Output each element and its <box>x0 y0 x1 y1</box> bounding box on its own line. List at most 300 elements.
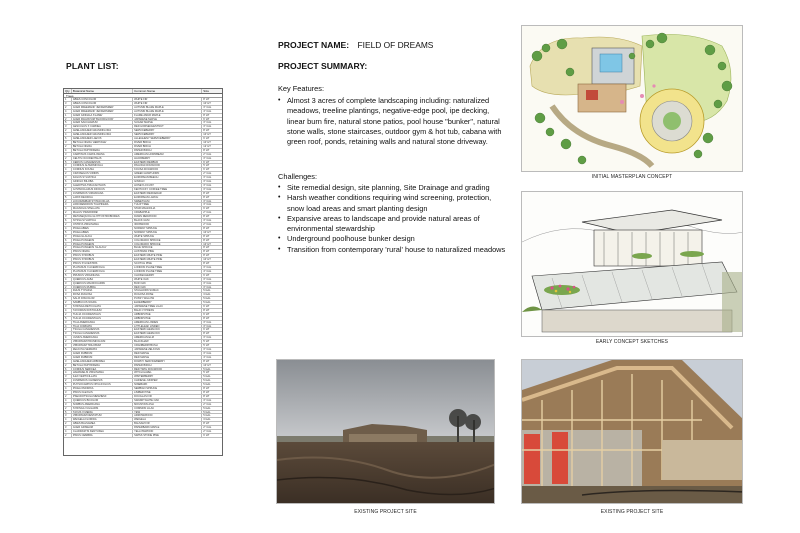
plant-botanical-name: PSEUDOTSUGA MENZIESII <box>72 395 133 398</box>
plant-size: 3" CAL <box>203 351 212 355</box>
plant-qty: 5 <box>64 231 72 234</box>
plant-botanical-name: ACER FREEMANII 'JEFFERSRED' <box>72 110 133 113</box>
plant-size: 5 GAL <box>203 367 211 371</box>
plant-botanical-name: ZELKOVA SERRATA <box>72 348 133 351</box>
plant-qty: 3 <box>64 254 72 257</box>
plant-qty: 4 <box>64 110 72 113</box>
plant-common-name: RED MAPLE <box>133 352 202 355</box>
plant-qty: 4 <box>64 258 72 261</box>
plant-common-name: TULIP TREE <box>133 203 202 206</box>
plant-botanical-name: TAXODIUM DISTICHUM <box>72 309 133 312</box>
plant-botanical-name: QUERCUS ALBA <box>72 278 133 281</box>
plant-size: 3" CAL <box>203 277 212 281</box>
plant-botanical-name: PICEA ABIES <box>72 231 133 234</box>
plant-botanical-name: CELTIS OCCIDENTALIS <box>72 157 133 160</box>
plant-botanical-name: ACER PALMATUM 'BLOODGOOD' <box>72 118 133 121</box>
plant-botanical-name: AESCULUS X CARNEA <box>72 125 133 128</box>
plant-common-name: SERBIAN SPRUCE <box>133 387 202 390</box>
plant-botanical-name: LIRIODENDRON TULIPIFERA <box>72 203 133 206</box>
plant-qty: 3 <box>64 235 72 238</box>
plant-size: 6' HT <box>203 168 210 172</box>
plant-list-title: PLANT LIST: <box>66 61 119 71</box>
plant-size: 4" CAL <box>203 109 212 113</box>
plant-common-name: WHITE SPRUCE <box>133 235 202 238</box>
bullet-icon: • <box>278 184 281 191</box>
plant-size: 5' HT <box>203 344 210 347</box>
plant-common-name: WHITE FIR <box>133 102 202 105</box>
plant-common-name: AMERICAN HORNBEAM <box>133 153 202 156</box>
plant-size: 5 GAL <box>203 297 211 301</box>
plant-size: 8' HT <box>203 148 210 152</box>
plant-botanical-name: PHYSOCARPUS OPULIFOLIUS <box>72 383 133 386</box>
plant-size: 8' HT <box>203 394 210 398</box>
plant-qty: 3 <box>64 293 72 296</box>
plant-size: 8' HT <box>203 215 210 219</box>
existing-site-photo-2 <box>521 359 743 504</box>
plant-botanical-name: TSUGA CANADENSIS <box>72 328 133 331</box>
plant-botanical-name: TAXUS X MEDIA <box>72 411 133 414</box>
plant-common-name: HONEYLOCUST <box>133 184 202 187</box>
plant-botanical-name: PICEA GLAUCA <box>72 235 133 238</box>
plant-size: 3" CAL <box>203 285 212 289</box>
plant-size: 8' HT <box>203 246 210 250</box>
plant-qty: 6 <box>64 219 72 222</box>
plant-botanical-name: PICEA PUNGENS 'GLAUCA' <box>72 246 133 249</box>
masterplan-caption: INITIAL MASTERPLAN CONCEPT <box>591 174 673 180</box>
plant-botanical-name: BETULA PAPYRIFERA <box>72 364 133 367</box>
plant-size: 2" CAL <box>203 430 212 433</box>
plant-botanical-name: SYRINGA RETICULATA <box>72 305 133 308</box>
plant-size: 8' HT <box>203 262 210 265</box>
plant-common-name: WHITE FIR <box>133 98 202 101</box>
plant-common-name: BLACKHAW <box>133 340 202 343</box>
plant-qty: 3 <box>64 203 72 206</box>
plant-qty: 4 <box>64 188 72 191</box>
plant-botanical-name: CRATAEGUS VIRIDIS <box>72 172 133 175</box>
plant-botanical-name: MAGNOLIA STELLATA <box>72 207 133 210</box>
plant-row <box>64 434 222 438</box>
plant-qty: 6 <box>64 297 72 300</box>
plant-common-name: AUSTRIAN PINE <box>133 250 202 253</box>
project-name-label: PROJECT NAME: <box>278 40 350 50</box>
plant-size: 3" CAL <box>203 398 212 402</box>
plant-common-name: STAR MAGNOLIA <box>133 207 202 210</box>
plant-botanical-name: QUERCUS MACROCARPA <box>72 282 133 285</box>
plant-size: 3" CAL <box>203 125 212 129</box>
plant-common-name: NORWAY SPRUCE <box>133 227 202 230</box>
plant-qty: 4 <box>64 325 72 328</box>
plant-qty: 2 <box>64 301 72 304</box>
plant-botanical-name: HAMAMELIS VIRGINIANA <box>72 371 133 374</box>
plant-size: 10' HT <box>203 363 211 367</box>
plant-size: 4" CAL <box>203 355 212 359</box>
plant-size: 5 GAL <box>203 379 211 383</box>
plant-qty: 4 <box>64 207 72 210</box>
plant-botanical-name: TILIA CORDATA <box>72 325 133 328</box>
plant-botanical-name: THUJA OCCIDENTALIS <box>72 313 133 316</box>
plant-common-name: SWISS STONE PINE <box>133 434 202 437</box>
plant-size: 10' HT <box>203 101 211 105</box>
plant-size: 10' HT <box>203 140 211 144</box>
plant-common-name: KENTUCKY COFFEE TREE <box>133 188 202 191</box>
plant-qty: 2 <box>64 262 72 265</box>
plant-common-name: HACKBERRY <box>133 157 202 160</box>
plant-common-name: RED OAK <box>133 286 202 289</box>
plant-qty: 2 <box>64 286 72 289</box>
plant-common-name: GREEN HAWTHORN <box>133 172 202 175</box>
plant-size: 8' HT <box>203 254 210 258</box>
plant-common-name: SWEETGUM <box>133 200 202 203</box>
plant-qty: 2 <box>64 434 72 437</box>
header-qty: Qty <box>64 89 72 93</box>
plant-size: 5 GAL <box>203 289 211 293</box>
project-summary-label: PROJECT SUMMARY: <box>278 61 368 71</box>
plant-qty: 2 <box>64 270 72 273</box>
plant-common-name: ALLEGHENY SERVICEBERRY <box>133 137 202 140</box>
plant-size: 6' HT <box>203 328 210 332</box>
plant-qty: 3 <box>64 215 72 218</box>
plant-qty: 4 <box>64 356 72 359</box>
feature-item <box>278 96 506 147</box>
plant-common-name: FLAME AMUR MAPLE <box>133 114 202 117</box>
plant-size: 5 GAL <box>203 301 211 305</box>
plant-botanical-name: BETULA PAPYRIFERA <box>72 149 133 152</box>
plant-botanical-name: AMELANCHIER GRANDIFLORA <box>72 133 133 136</box>
plant-common-name: ELDERBERRY <box>133 301 202 304</box>
plant-qty: 4 <box>64 309 72 312</box>
plant-qty: 2 <box>64 145 72 148</box>
plant-botanical-name: AMELANCHIER LAEVIS <box>72 137 133 140</box>
plant-common-name: SERVICEBERRY <box>133 133 202 136</box>
plant-qty: 4 <box>64 399 72 402</box>
plant-botanical-name: OSTRYA VIRGINIANA <box>72 223 133 226</box>
plant-common-name: AUTUMN BLAZE MAPLE <box>133 110 202 113</box>
plant-size: 10' HT <box>203 230 211 234</box>
plant-qty: 6 <box>64 239 72 242</box>
plant-botanical-name: THUJA OCCIDENTALIS <box>72 317 133 320</box>
plant-botanical-name: ACER FREEMANII 'JEFFERSRED' <box>72 106 133 109</box>
plant-size: 3" CAL <box>203 176 212 180</box>
plant-botanical-name: JUNIPERUS VIRGINIANA <box>72 192 133 195</box>
plant-size: 2" CAL <box>203 211 212 215</box>
plant-botanical-name: ACER RUBRUM <box>72 356 133 359</box>
plant-botanical-name: PICEA PUNGENS <box>72 239 133 242</box>
plant-botanical-name: ACER GRISEUM <box>72 426 133 429</box>
plant-size: 3 GAL <box>203 418 211 422</box>
plant-botanical-name: VIBURNUM TRILOBUM <box>72 344 133 347</box>
plant-botanical-name: PINUS FLEXILIS <box>72 391 133 394</box>
plant-qty: 2 <box>64 340 72 343</box>
plant-size: 6' HT <box>203 312 210 316</box>
plant-qty: 2 <box>64 364 72 367</box>
plant-qty: 4 <box>64 227 72 230</box>
plant-qty: 3 <box>64 141 72 144</box>
plant-qty: 5 <box>64 161 72 164</box>
plant-botanical-name: ULMUS AMERICANA <box>72 336 133 339</box>
plant-size: 3" CAL <box>203 336 212 340</box>
plant-common-name: NORWAY SPRUCE <box>133 231 202 234</box>
plant-botanical-name: SALIX DISCOLOR <box>72 297 133 300</box>
plant-size: 6' HT <box>203 207 210 211</box>
plant-size: 8' HT <box>203 226 210 230</box>
plant-common-name: DAWN REDWOOD <box>133 215 202 218</box>
plant-common-name: BLUE SPRUCE <box>133 246 202 249</box>
plant-qty: 3 <box>64 176 72 179</box>
plant-category: Trees <box>64 94 222 98</box>
plant-size: 6' HT <box>203 117 210 121</box>
plant-common-name: LONDON PLANE TREE <box>133 266 202 269</box>
plant-size: 5 GAL <box>203 406 211 410</box>
plant-size: 5' HT <box>203 371 210 375</box>
plant-qty: 3 <box>64 332 72 335</box>
plant-botanical-name: CORNUS KOUSA <box>72 168 133 171</box>
plant-size: 3" CAL <box>203 183 212 187</box>
plant-qty: 4 <box>64 336 72 339</box>
plant-common-name: BUR OAK <box>133 282 202 285</box>
plant-size: 6' HT <box>203 305 210 308</box>
plant-common-name: PAPERBARK MAPLE <box>133 426 202 429</box>
plant-botanical-name: NYSSA SYLVATICA <box>72 219 133 222</box>
plant-common-name: BALD CYPRESS <box>133 309 202 312</box>
plant-common-name: AMERICAN ELM <box>133 336 202 339</box>
existing-site-caption-2: EXISTING PROJECT SITE <box>600 509 664 515</box>
challenges-title: Challenges: <box>278 172 318 181</box>
plant-size: 8' HT <box>203 308 210 312</box>
plant-common-name: RED HORSECHESTNUT <box>133 125 202 128</box>
plant-qty: 2 <box>64 422 72 425</box>
plant-size: 8' HT <box>203 195 210 199</box>
challenge-text: Transition from contemporary 'rural' house to naturalized meadows <box>287 244 506 254</box>
plant-common-name: DOUGLAS FIR <box>133 395 202 398</box>
concept-sketch-caption: EARLY CONCEPT SKETCHES <box>595 339 669 345</box>
challenge-item <box>278 183 506 193</box>
plant-size: 4" CAL <box>203 269 212 273</box>
plant-size: 8' HT <box>203 234 210 238</box>
plant-common-name: RIVER BIRCH <box>133 141 202 144</box>
plant-qty: 3 <box>64 102 72 105</box>
challenge-item <box>278 193 506 214</box>
plant-qty: 2 <box>64 395 72 398</box>
plant-qty: 2 <box>64 223 72 226</box>
plant-common-name: WEIGELA <box>133 418 202 421</box>
plant-size: 2" CAL <box>203 402 212 406</box>
plant-botanical-name: PICEA ABIES <box>72 227 133 230</box>
plant-qty: 2 <box>64 211 72 214</box>
header-botanical: Botanical Name <box>72 89 133 93</box>
plant-common-name: EUROPEAN LARCH <box>133 196 202 199</box>
plant-qty: 3 <box>64 282 72 285</box>
challenge-item <box>278 245 506 255</box>
plant-qty: 5 <box>64 383 72 386</box>
plant-botanical-name: PINUS NIGRA <box>72 250 133 253</box>
plant-botanical-name: PICEA OMORIKA <box>72 387 133 390</box>
plant-common-name: RIVER BIRCH <box>133 145 202 148</box>
challenge-item <box>278 214 506 235</box>
plant-qty: 3 <box>64 321 72 324</box>
plant-common-name: PAPER BIRCH <box>133 364 202 367</box>
plant-qty: 6 <box>64 180 72 183</box>
plant-size: 6' HT <box>203 160 210 164</box>
plant-common-name: PAGODA DOGWOOD <box>133 164 202 167</box>
plant-botanical-name: ROSA RUGOSA <box>72 293 133 296</box>
plant-common-name: YELLOWWOOD <box>133 430 202 433</box>
plant-botanical-name: CARPINUS CAROLINIANA <box>72 153 133 156</box>
plant-common-name: MOUNTAIN ASH <box>133 403 202 406</box>
plant-common-name: EASTERN HEMLOCK <box>133 328 202 331</box>
existing-site-photo-1 <box>276 359 495 504</box>
plant-qty: 5 <box>64 250 72 253</box>
existing-site-caption-1: EXISTING PROJECT SITE <box>354 509 417 515</box>
plant-common-name: RUGOSA ROSE <box>133 293 202 296</box>
plant-qty: 5 <box>64 274 72 277</box>
masterplan-image <box>521 25 743 172</box>
plant-qty: 3 <box>64 414 72 417</box>
challenge-text: Underground poolhouse bunker design <box>287 234 415 244</box>
plant-qty: 3 <box>64 192 72 195</box>
plant-common-name: SERVICEBERRY <box>133 129 202 132</box>
plant-botanical-name: CORNUS SERICEA <box>72 368 133 371</box>
plant-botanical-name: LIQUIDAMBAR STYRACIFLUA <box>72 200 133 203</box>
plant-common-name: COLORADO SPRUCE <box>133 239 202 242</box>
plant-qty: 3 <box>64 375 72 378</box>
challenge-text: Site remedial design, site planning, Site Drainage and grading <box>287 183 490 192</box>
plant-common-name: ARBORVITAE <box>133 317 202 320</box>
plant-botanical-name: PRUNUS VIRGINIANA <box>72 274 133 277</box>
plant-size: 8' HT <box>203 113 210 117</box>
plant-size: 12' HT <box>203 144 211 148</box>
key-features-title: Key Features: <box>278 84 325 93</box>
plant-botanical-name: MALUS 'PRAIRIFIRE' <box>72 211 133 214</box>
plant-qty: 2 <box>64 172 72 175</box>
challenges-list <box>278 183 506 255</box>
plant-botanical-name: VIBURNUM PRUNIFOLIUM <box>72 340 133 343</box>
plant-common-name: WINTERBERRY <box>133 375 202 378</box>
plant-qty: 5 <box>64 317 72 320</box>
plant-common-name: DOWNY SERVICEBERRY <box>133 360 202 363</box>
plant-qty: 2 <box>64 328 72 331</box>
key-features-list <box>278 96 506 147</box>
plant-size: 8' HT <box>203 238 210 242</box>
plant-botanical-name: GYMNOCLADUS DIOICUS <box>72 188 133 191</box>
plant-qty: 3 <box>64 344 72 347</box>
plant-qty: 3 <box>64 125 72 128</box>
plant-botanical-name: LARIX DECIDUA <box>72 196 133 199</box>
plant-botanical-name: ACER SACCHARUM <box>72 121 133 124</box>
plant-size: 2" CAL <box>203 426 212 430</box>
plant-botanical-name: CERCIS CANADENSIS <box>72 161 133 164</box>
plant-botanical-name: JUNIPERUS CHINENSIS <box>72 379 133 382</box>
concept-sketch-image <box>521 191 743 337</box>
plant-qty: 4 <box>64 387 72 390</box>
plant-qty: 2 <box>64 379 72 382</box>
plant-rows <box>64 98 222 438</box>
plant-common-name: EASTERN REDCEDAR <box>133 192 202 195</box>
plant-qty: 5 <box>64 348 72 351</box>
plant-size: 10' HT <box>203 133 211 137</box>
plant-size: 3" CAL <box>203 180 212 183</box>
challenge-text: Harsh weather conditions requiring wind screening, protection, snow load areas and smart planting design <box>287 193 492 213</box>
plant-botanical-name: GLEDITSIA TRIACANTHOS <box>72 184 133 187</box>
plant-qty: 3 <box>64 153 72 156</box>
plant-size: 8' HT <box>203 98 210 101</box>
plant-qty: 2 <box>64 157 72 160</box>
plant-size: 3" CAL <box>203 219 212 222</box>
plant-size: 8' HT <box>203 250 210 254</box>
plant-common-name: PAPER BIRCH <box>133 149 202 152</box>
plant-qty: 5 <box>64 196 72 199</box>
plant-qty: 4 <box>64 371 72 374</box>
plant-size: 8' HT <box>203 129 210 133</box>
plant-common-name: EUROPEAN BEECH <box>133 176 202 179</box>
plant-common-name: EASTERN REDBUD <box>133 161 202 164</box>
plant-common-name: RED MAPLE <box>133 356 202 359</box>
plant-qty: 2 <box>64 313 72 316</box>
plant-common-name: RED TWIG DOGWOOD <box>133 368 202 371</box>
plant-size: 3" CAL <box>203 156 212 160</box>
plant-botanical-name: AMELANCHIER GRANDIFLORA <box>72 129 133 132</box>
plant-common-name: BLACK GUM <box>133 219 202 222</box>
plant-size: 5 GAL <box>203 410 211 414</box>
plant-size: 10' HT <box>203 258 211 262</box>
plant-common-name: CHINESE JUNIPER <box>133 379 202 382</box>
challenge-item <box>278 234 506 244</box>
plant-qty: 4 <box>64 289 72 292</box>
plant-botanical-name: SAMBUCUS NIGRA <box>72 301 133 304</box>
plant-common-name: COLORADO SPRUCE <box>133 243 202 246</box>
plant-common-name: STAGHORN SUMAC <box>133 289 202 292</box>
plant-botanical-name: WEIGELA FLORIDA <box>72 418 133 421</box>
plant-qty: 3 <box>64 426 72 429</box>
plant-common-name: KOUSA DOGWOOD <box>133 168 202 171</box>
plant-size: 3" CAL <box>203 121 212 125</box>
bullet-icon: • <box>278 194 281 202</box>
plant-size: 3" CAL <box>203 105 212 109</box>
plant-botanical-name: PINUS STROBUS <box>72 254 133 257</box>
plant-botanical-name: PLATANUS X ACERIFOLIA <box>72 270 133 273</box>
plant-common-name: JAPANESE ZELKOVA <box>133 348 202 351</box>
plant-qty: 2 <box>64 129 72 132</box>
plant-botanical-name: PINUS CEMBRA <box>72 434 133 437</box>
plant-size: 3" CAL <box>203 281 212 285</box>
plant-qty: 4 <box>64 168 72 171</box>
plant-botanical-name: TILIA AMERICANA <box>72 321 133 324</box>
plant-size: 5' HT <box>203 164 210 168</box>
plant-qty: 6 <box>64 137 72 140</box>
plant-botanical-name: ILEX VERTICILLATA <box>72 375 133 378</box>
plant-common-name: CRANBERRYBUSH <box>133 344 202 347</box>
plant-botanical-name: GINKGO BILOBA <box>72 180 133 183</box>
plant-size: 3" CAL <box>203 187 212 191</box>
plant-botanical-name: QUERCUS BICOLOR <box>72 399 133 402</box>
bullet-icon: • <box>278 245 281 253</box>
plant-size: 5 GAL <box>203 375 211 379</box>
plant-botanical-name: SORBUS AMERICANA <box>72 403 133 406</box>
plant-botanical-name: ABIES BALSAMEA <box>72 422 133 425</box>
plant-size: 3" CAL <box>203 203 212 207</box>
plant-size: 10' HT <box>203 242 211 246</box>
plant-qty: 3 <box>64 305 72 308</box>
plant-common-name: CRABAPPLE <box>133 211 202 214</box>
plant-qty: 4 <box>64 430 72 433</box>
plant-size: 5' HT <box>203 340 210 344</box>
plant-common-name: ARROWWOOD <box>133 414 202 417</box>
plant-size: 3" CAL <box>203 265 212 269</box>
plant-common-name: CHOKECHERRY <box>133 274 202 277</box>
plant-size: 6' HT <box>203 137 210 140</box>
plant-qty: 4 <box>64 278 72 281</box>
plant-qty: 1 <box>64 98 72 101</box>
plant-size: 3" CAL <box>203 199 212 203</box>
